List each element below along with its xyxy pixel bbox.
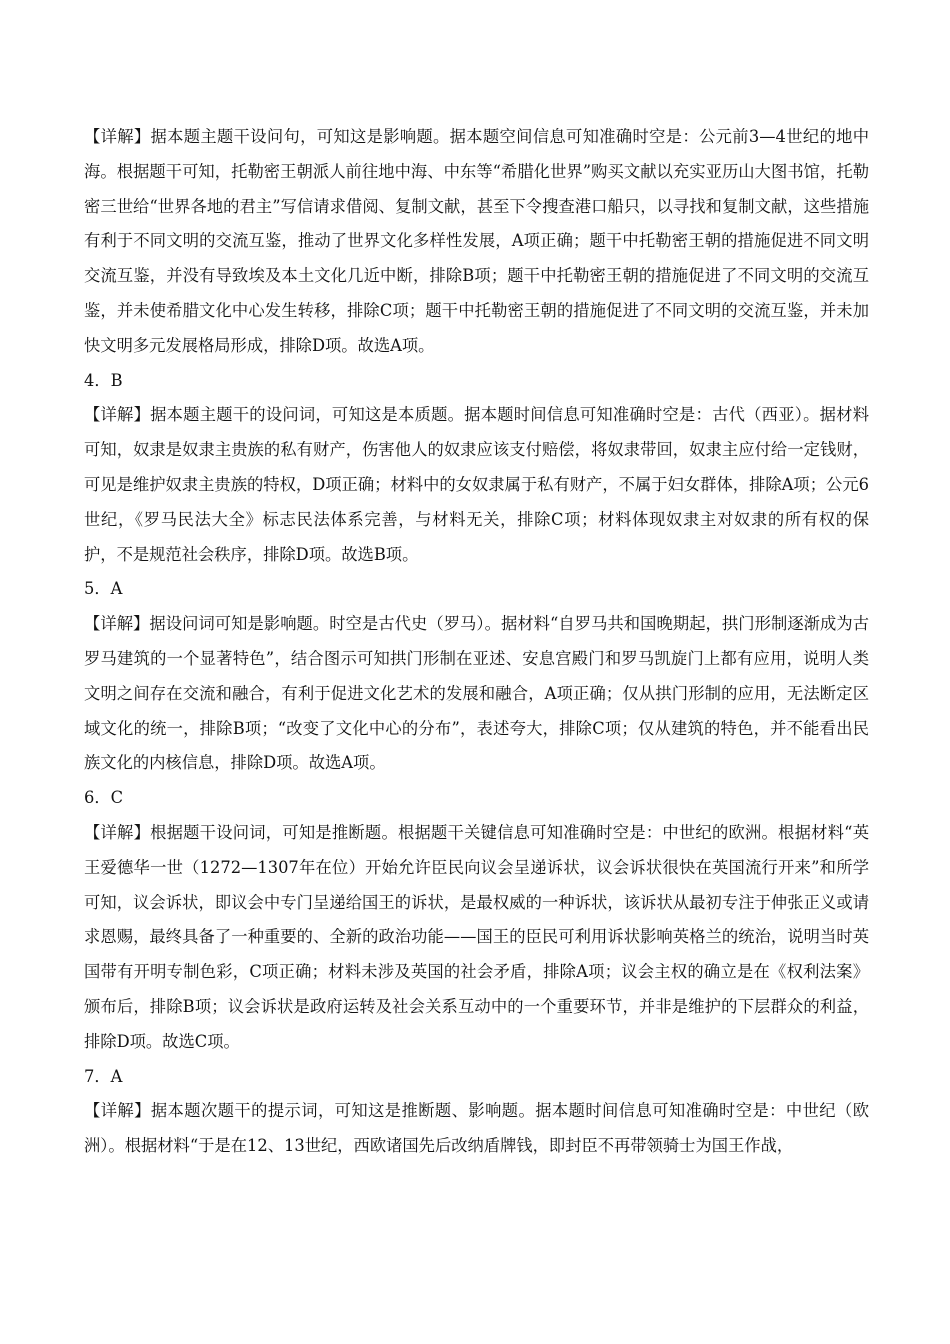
answer-q4: 4．B bbox=[84, 370, 123, 390]
explanation-q3: 【详解】据本题主题干设问句，可知这是影响题。据本题空间信息可知准确时空是：公元前3—4世纪的地中海。根据题干可知，托勒密王朝派人前往地中海、中东等“希腊化世界”购买文献以充实亚历山大图书馆，托勒密三世给“世界各地的君主”写信请求借阅、复制文献，甚至下令搜查港口船只，以寻找和复制文献，这些措施有利于不同文明的交流互鉴，推动了世界文化多样性发展，A项正确；题干中托勒密王朝的措施促进不同文明交流互鉴，并没有导致埃及本土文化几近中断，排除B项；题干中托勒密王朝的措施促进了不同文明的交流互鉴，并未使希腊文化中心发生转移，排除C项；题干中托勒密王朝的措施促进了不同文明的交流互鉴，并未加快文明多元发展格局形成，排除D项。故选A项。 bbox=[84, 127, 869, 355]
answer-q7: 7．A bbox=[84, 1066, 123, 1086]
answer-q5: 5．A bbox=[84, 579, 123, 599]
answer-q6: 6．C bbox=[84, 788, 124, 808]
explanation-q7: 【详解】据本题次题干的提示词，可知这是推断题、影响题。据本题时间信息可知准确时空是：中世纪（欧洲）。根据材料“于是在12、13世纪，西欧诸国先后改纳盾牌钱，即封臣不再带领骑士为国王作战， bbox=[84, 1101, 869, 1156]
explanation-q4: 【详解】据本题主题干的设问词，可知这是本质题。据本题时间信息可知准确时空是：古代（西亚）。据材料可知，奴隶是奴隶主贵族的私有财产，伤害他人的奴隶应该支付赔偿，将奴隶带回，奴隶主应付给一定钱财，可见是维护奴隶主贵族的特权，D项正确；材料中的女奴隶属于私有财产，不属于妇女群体，排除A项；公元6世纪，《罗马民法大全》标志民法体系完善，与材料无关，排除C项；材料体现奴隶主对奴隶的所有权的保护，不是规范社会秩序，排除D项。故选B项。 bbox=[84, 405, 869, 564]
explanation-q6: 【详解】根据题干设问词，可知是推断题。根据题干关键信息可知准确时空是：中世纪的欧洲。根据材料“英王爱德华一世（1272—1307年在位）开始允许臣民向议会呈递诉状，议会诉状很快在英国流行开来”和所学可知，议会诉状，即议会中专门呈递给国王的诉状，是最权威的一种诉状，该诉状从最初专注于伸张正义或请求恩赐，最终具备了一种重要的、全新的政治功能——国王的臣民可利用诉状影响英格兰的统治，说明当时英国带有开明专制色彩，C项正确；材料未涉及英国的社会矛盾，排除A项；议会主权的确立是在《权利法案》颁布后，排除B项；议会诉状是政府运转及社会关系互动中的一个重要环节，并非是维护的下层群众的利益，排除D项。故选C项。 bbox=[84, 822, 869, 1051]
explanation-q5: 【详解】据设问词可知是影响题。时空是古代史（罗马）。据材料“自罗马共和国晚期起，拱门形制逐渐成为古罗马建筑的一个显著特色”，结合图示可知拱门形制在亚述、安息宫殿门和罗马凯旋门上都有应用，说明人类文明之间存在交流和融合，有利于促进文化艺术的发展和融合，A项正确；仅从拱门形制的应用，无法断定区域文化的统一，排除B项；“改变了文化中心的分布”，表述夸大，排除C项；仅从建筑的特色，并不能看出民族文化的内核信息，排除D项。故选A项。 bbox=[84, 614, 869, 773]
answer-explanations bbox=[84, 120, 869, 1164]
